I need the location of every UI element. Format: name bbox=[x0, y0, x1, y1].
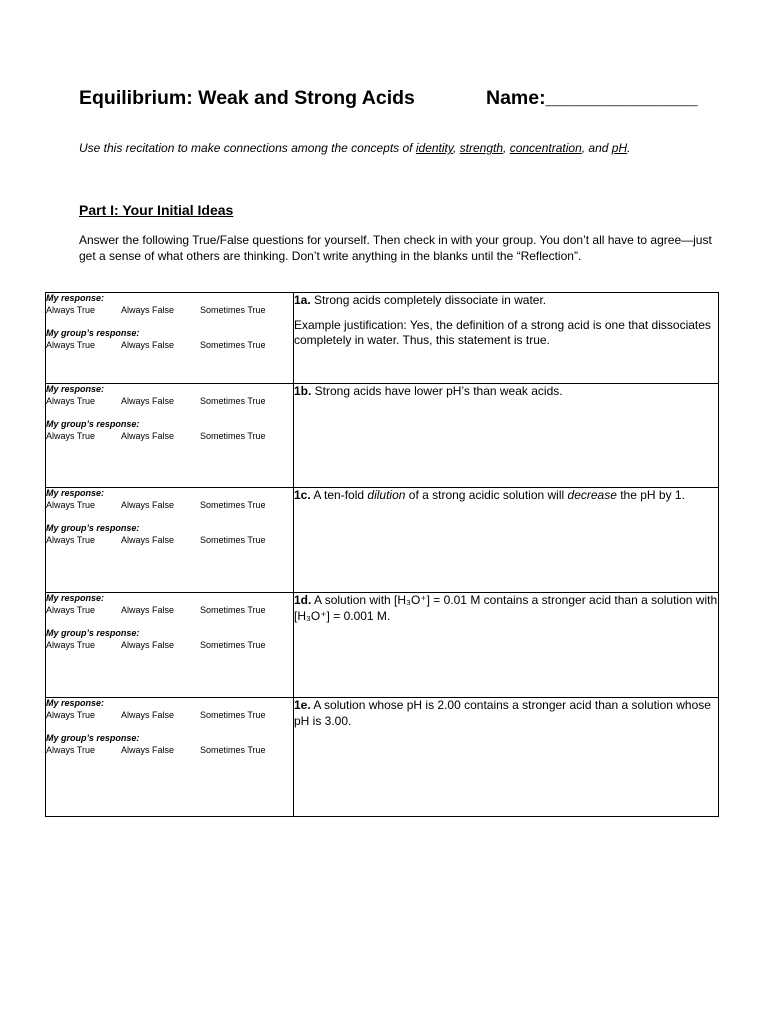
option-always-true[interactable]: Always True bbox=[46, 710, 96, 720]
group-response-options bbox=[46, 534, 293, 546]
my-response-label: My response: bbox=[46, 488, 105, 498]
option-sometimes-true[interactable]: Sometimes True bbox=[200, 535, 266, 545]
option-sometimes-true[interactable]: Sometimes True bbox=[200, 710, 266, 720]
group-response-label: My group’s response: bbox=[46, 419, 140, 429]
my-response-options bbox=[46, 499, 293, 511]
intro-sep: , bbox=[453, 141, 460, 155]
table-row bbox=[46, 384, 719, 488]
group-response-label: My group’s response: bbox=[46, 628, 140, 638]
option-always-true[interactable]: Always True bbox=[46, 535, 96, 545]
table-row bbox=[46, 488, 719, 593]
question-cell-1b bbox=[294, 384, 719, 488]
intro-text bbox=[79, 141, 630, 155]
question-1d bbox=[294, 593, 718, 624]
page-title: Equilibrium: Weak and Strong Acids bbox=[79, 87, 415, 109]
response-cell bbox=[46, 593, 294, 698]
question-table bbox=[45, 292, 719, 817]
option-sometimes-true[interactable]: Sometimes True bbox=[200, 431, 266, 441]
option-always-true[interactable]: Always True bbox=[46, 396, 96, 406]
table-row bbox=[46, 593, 719, 698]
concept-ph: pH bbox=[611, 141, 628, 155]
group-response-options bbox=[46, 639, 293, 651]
name-field: Name:______________ bbox=[486, 87, 698, 109]
my-response-label: My response: bbox=[46, 293, 105, 303]
concept-identity: identity bbox=[415, 141, 453, 155]
my-response-options bbox=[46, 604, 293, 616]
intro-prefix: Use this recitation to make connections among the concepts of bbox=[79, 141, 416, 155]
part1-heading: Part I: Your Initial Ideas bbox=[79, 202, 234, 218]
question-cell-1a bbox=[294, 293, 719, 384]
option-always-true[interactable]: Always True bbox=[46, 605, 96, 615]
question-1e bbox=[294, 698, 718, 729]
option-always-false[interactable]: Always False bbox=[121, 535, 175, 545]
option-always-true[interactable]: Always True bbox=[46, 640, 96, 650]
option-sometimes-true[interactable]: Sometimes True bbox=[200, 305, 266, 315]
my-response-options bbox=[46, 395, 293, 407]
option-sometimes-true[interactable]: Sometimes True bbox=[200, 605, 266, 615]
group-response-options bbox=[46, 744, 293, 756]
option-sometimes-true[interactable]: Sometimes True bbox=[200, 745, 266, 755]
option-always-false[interactable]: Always False bbox=[121, 305, 175, 315]
question-number: 1b. bbox=[294, 384, 312, 398]
table-row bbox=[46, 293, 719, 384]
question-number: 1e. bbox=[294, 698, 311, 712]
group-response-label: My group’s response: bbox=[46, 733, 140, 743]
question-emphasis: decrease bbox=[567, 488, 617, 502]
question-1a bbox=[294, 293, 718, 309]
question-text: the pH by 1. bbox=[616, 488, 685, 502]
my-response-options bbox=[46, 304, 293, 316]
option-sometimes-true[interactable]: Sometimes True bbox=[200, 640, 266, 650]
concept-concentration: concentration bbox=[509, 141, 582, 155]
option-sometimes-true[interactable]: Sometimes True bbox=[200, 340, 266, 350]
option-always-true[interactable]: Always True bbox=[46, 745, 96, 755]
option-always-false[interactable]: Always False bbox=[121, 396, 175, 406]
example-justification: Example justification: Yes, the definition of a strong acid is one that dissociates completely in water. Thus, this statement is true. bbox=[294, 317, 711, 347]
title-row bbox=[79, 87, 719, 117]
option-always-false[interactable]: Always False bbox=[121, 605, 175, 615]
question-emphasis: dilution bbox=[367, 488, 406, 502]
intro-sep: , and bbox=[581, 141, 612, 155]
response-cell bbox=[46, 488, 294, 593]
question-text: Strong acids have lower pH’s than weak acids. bbox=[311, 384, 563, 398]
table-row bbox=[46, 698, 719, 817]
my-response-options bbox=[46, 709, 293, 721]
option-always-false[interactable]: Always False bbox=[121, 710, 175, 720]
question-cell-1e bbox=[294, 698, 719, 817]
question-cell-1c bbox=[294, 488, 719, 593]
group-response-label: My group’s response: bbox=[46, 523, 140, 533]
option-always-false[interactable]: Always False bbox=[121, 431, 175, 441]
my-response-label: My response: bbox=[46, 593, 105, 603]
question-1b bbox=[294, 384, 718, 400]
question-text: A ten-fold bbox=[310, 488, 368, 502]
response-cell bbox=[46, 293, 294, 384]
option-always-true[interactable]: Always True bbox=[46, 305, 96, 315]
option-always-true[interactable]: Always True bbox=[46, 431, 96, 441]
question-number: 1c. bbox=[294, 488, 311, 502]
concept-strength: strength bbox=[459, 141, 504, 155]
question-1c bbox=[294, 488, 718, 504]
group-response-options bbox=[46, 339, 293, 351]
my-response-label: My response: bbox=[46, 698, 105, 708]
group-response-label: My group’s response: bbox=[46, 328, 140, 338]
group-response-options bbox=[46, 430, 293, 442]
intro-sep: , bbox=[503, 141, 510, 155]
response-cell bbox=[46, 698, 294, 817]
question-cell-1d bbox=[294, 593, 719, 698]
part1-instructions: Answer the following True/False questions for yourself. Then check in with your group. You don’t all have to agree—just get a sense of what others are thinking. Don’t write anything in the blanks until the “Reflection”. bbox=[79, 233, 712, 263]
option-always-false[interactable]: Always False bbox=[121, 340, 175, 350]
question-text: Strong acids completely dissociate in water. bbox=[310, 293, 547, 307]
question-number: 1a. bbox=[294, 293, 311, 307]
intro-suffix: . bbox=[627, 141, 631, 155]
option-always-true[interactable]: Always True bbox=[46, 500, 96, 510]
question-text: of a strong acidic solution will bbox=[405, 488, 568, 502]
option-always-false[interactable]: Always False bbox=[121, 640, 175, 650]
question-text: A solution whose pH is 2.00 contains a stronger acid than a solution whose pH is 3.00. bbox=[294, 698, 711, 728]
option-sometimes-true[interactable]: Sometimes True bbox=[200, 396, 266, 406]
my-response-label: My response: bbox=[46, 384, 105, 394]
question-number: 1d. bbox=[294, 593, 312, 607]
option-always-false[interactable]: Always False bbox=[121, 745, 175, 755]
option-sometimes-true[interactable]: Sometimes True bbox=[200, 500, 266, 510]
option-always-true[interactable]: Always True bbox=[46, 340, 96, 350]
option-always-false[interactable]: Always False bbox=[121, 500, 175, 510]
question-text: A solution with [H₃O⁺] = 0.01 M contains a stronger acid than a solution with [H₃O⁺] = 0.001 M. bbox=[294, 593, 718, 623]
response-cell bbox=[46, 384, 294, 488]
